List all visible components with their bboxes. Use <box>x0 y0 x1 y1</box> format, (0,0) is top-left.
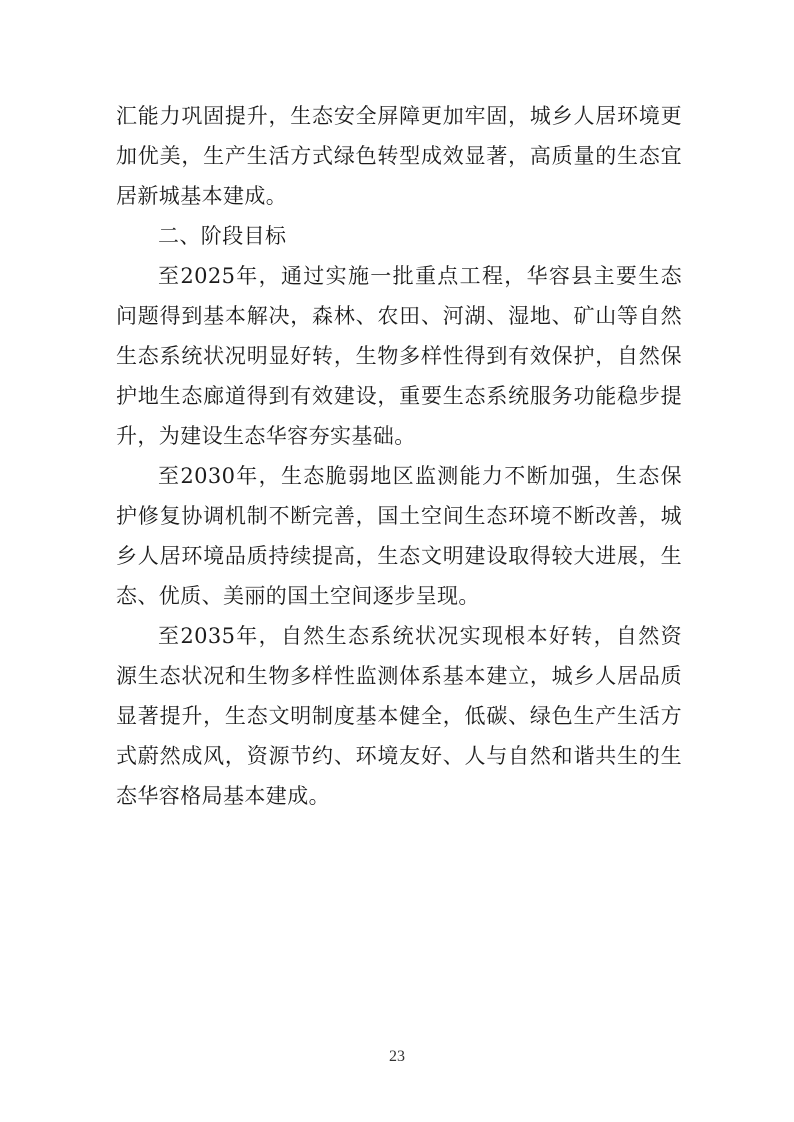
paragraph-2030-goal: 至2030年，生态脆弱地区监测能力不断加强，生态保护修复协调机制不断完善，国土空间生态环境不断改善，城乡人居环境品质持续提高，生态文明建设取得较大进展，生态、优质、美丽的国土空间逐步呈现。 <box>116 464 682 608</box>
document-body <box>116 96 682 816</box>
section-heading: 二、阶段目标 <box>158 224 287 248</box>
continuation-paragraph: 汇能力巩固提升，生态安全屏障更加牢固，城乡人居环境更加优美，生产生活方式绿色转型成效显著，高质量的生态宜居新城基本建成。 <box>116 104 682 208</box>
paragraph-2025-goal: 至2025年，通过实施一批重点工程，华容县主要生态问题得到基本解决，森林、农田、河湖、湿地、矿山等自然生态系统状况明显好转，生物多样性得到有效保护，自然保护地生态廊道得到有效建设，重要生态系统服务功能稳步提升，为建设生态华容夯实基础。 <box>116 264 682 448</box>
paragraph-2035-goal: 至2035年，自然生态系统状况实现根本好转，自然资源生态状况和生物多样性监测体系基本建立，城乡人居品质显著提升，生态文明制度基本健全，低碳、绿色生产生活方式蔚然成风，资源节约、环境友好、人与自然和谐共生的生态华容格局基本建成。 <box>116 624 682 808</box>
page-number: 23 <box>389 1048 405 1065</box>
